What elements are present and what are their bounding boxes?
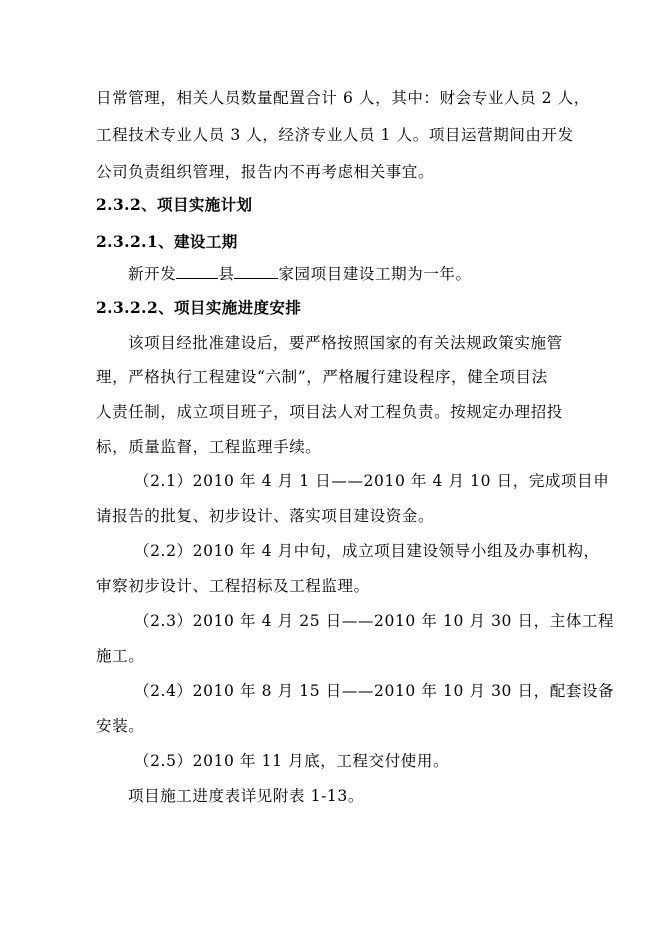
paragraph-line: 人责任制，成立项目班子，项目法人对工程负责。按规定办理招投 — [96, 403, 563, 421]
schedule-item-2-1-cont: 请报告的批复、初步设计、落实项目建设资金。 — [96, 507, 435, 525]
paragraph-line: 日常管理，相关人员数量配置合计 6 人，其中：财会专业人员 2 人， — [96, 89, 590, 107]
schedule-item-2-1: （2.1）2010 年 4 月 1 日——2010 年 4 月 10 日，完成项目申 — [134, 472, 610, 490]
paragraph-line: 理，严格执行工程建设“六制”，严格履行建设程序，健全项目法 — [96, 368, 548, 386]
period-text-county: 县 — [218, 265, 235, 283]
schedule-item-2-2-cont: 审察初步设计、工程招标及工程监理。 — [96, 577, 370, 595]
construction-period-line — [128, 264, 472, 284]
period-text-end: 家园项目建设工期为一年。 — [278, 265, 472, 283]
schedule-item-2-3-cont: 施工。 — [96, 647, 145, 665]
section-heading-2-3-2-2: 2.3.2.2、项目实施进度安排 — [96, 298, 302, 317]
paragraph-line: 该项目经批准建设后，要严格按照国家的有关法规政策实施管 — [128, 334, 563, 352]
section-heading-2-3-2: 2.3.2、项目实施计划 — [96, 195, 253, 214]
paragraph-line: 工程技术专业人员 3 人，经济专业人员 1 人。项目运营期间由开发 — [96, 126, 574, 144]
paragraph-line: 公司负责组织管理，报告内不再考虑相关事宜。 — [96, 163, 435, 181]
blank-underline — [234, 264, 278, 279]
paragraph-line: 标，质量监督，工程监理手续。 — [96, 438, 322, 456]
schedule-reference-note: 项目施工进度表详见附表 1-13。 — [128, 787, 364, 805]
period-text-start: 新开发 — [128, 265, 177, 283]
schedule-item-2-5: （2.5）2010 年 11 月底，工程交付使用。 — [134, 752, 450, 770]
schedule-item-2-2: （2.2）2010 年 4 月中旬，成立项目建设领导小组及办事机构， — [134, 542, 600, 560]
blank-underline — [176, 264, 218, 279]
schedule-item-2-3: （2.3）2010 年 4 月 25 日——2010 年 10 月 30 日，主体工程 — [134, 612, 615, 630]
section-heading-2-3-2-1: 2.3.2.1、建设工期 — [96, 232, 238, 251]
schedule-item-2-4-cont: 安装。 — [96, 717, 145, 735]
schedule-item-2-4: （2.4）2010 年 8 月 15 日——2010 年 10 月 30 日，配套设备 — [134, 682, 615, 700]
